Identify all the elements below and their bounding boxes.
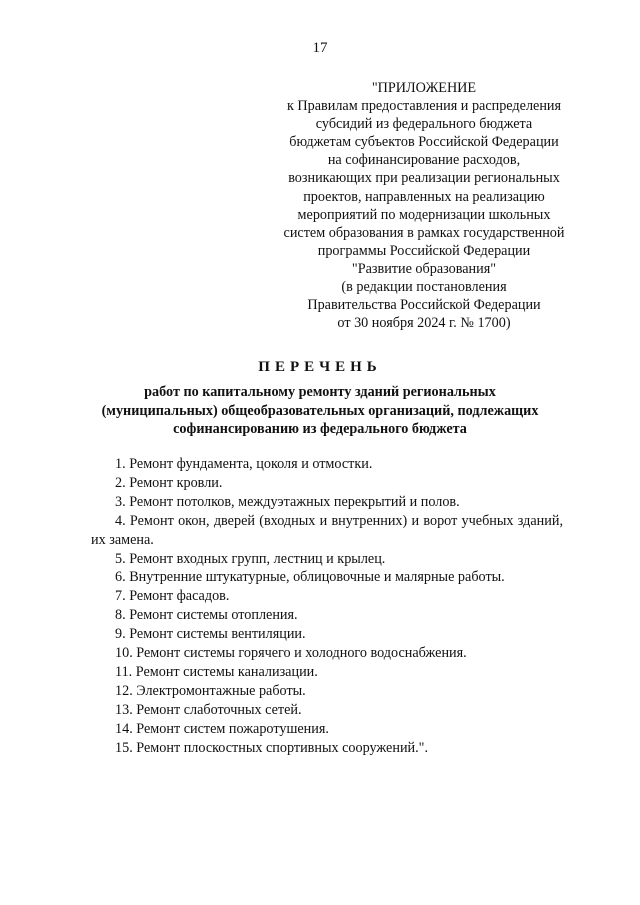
works-list <box>91 455 563 758</box>
subtitle-line: софинансированию из федерального бюджета <box>173 421 467 437</box>
document-title: ПЕРЕЧЕНЬ <box>258 359 382 375</box>
appendix-line: мероприятий по модернизации школьных <box>297 206 551 223</box>
appendix-header <box>218 79 630 332</box>
list-item: 11. Ремонт системы канализации. <box>115 663 318 680</box>
appendix-line: проектов, направленных на реализацию <box>303 188 545 205</box>
appendix-line: от 30 ноября 2024 г. № 1700) <box>337 315 511 332</box>
list-item: 13. Ремонт слаботочных сетей. <box>115 701 302 718</box>
list-item: 12. Электромонтажные работы. <box>115 682 306 699</box>
appendix-line: "ПРИЛОЖЕНИЕ <box>371 80 477 96</box>
appendix-line: субсидий из федерального бюджета <box>315 116 533 133</box>
list-item: 1. Ремонт фундамента, цоколя и отмостки. <box>115 456 373 472</box>
list-item: 7. Ремонт фасадов. <box>115 588 230 605</box>
list-item: 5. Ремонт входных групп, лестниц и крылец. <box>115 550 386 567</box>
list-item: 14. Ремонт систем пожаротушения. <box>115 720 329 737</box>
appendix-line: возникающих при реализации региональных <box>288 170 560 187</box>
list-item: 4. Ремонт окон, дверей (входных и внутренних) и ворот учебных зданий, их замена. <box>91 512 563 548</box>
document-subtitle <box>0 383 640 439</box>
appendix-line: программы Российской Федерации <box>317 242 531 259</box>
list-item: 8. Ремонт системы отопления. <box>115 607 298 624</box>
page-number: 17 <box>312 40 328 56</box>
subtitle-line: работ по капитальному ремонту зданий региональных <box>144 384 496 400</box>
appendix-line: систем образования в рамках государственной <box>283 224 565 241</box>
appendix-line: (в редакции постановления <box>341 279 507 296</box>
list-item: 9. Ремонт системы вентиляции. <box>115 626 306 643</box>
subtitle-line: (муниципальных) общеобразовательных организаций, подлежащих <box>101 402 539 419</box>
appendix-line: бюджетам субъектов Российской Федерации <box>289 134 559 151</box>
list-item: 6. Внутренние штукатурные, облицовочные и малярные работы. <box>115 569 505 586</box>
appendix-line: на софинансирование расходов, <box>327 152 521 169</box>
list-item: 2. Ремонт кровли. <box>115 474 223 491</box>
list-item: 15. Ремонт плоскостных спортивных сооружений.". <box>115 739 429 756</box>
list-item: 3. Ремонт потолков, междуэтажных перекрытий и полов. <box>115 493 460 510</box>
list-item: 10. Ремонт системы горячего и холодного водоснабжения. <box>115 645 467 662</box>
appendix-line: к Правилам предоставления и распределения <box>286 98 562 115</box>
appendix-line: "Развитие образования" <box>351 260 497 277</box>
appendix-line: Правительства Российской Федерации <box>307 297 541 314</box>
